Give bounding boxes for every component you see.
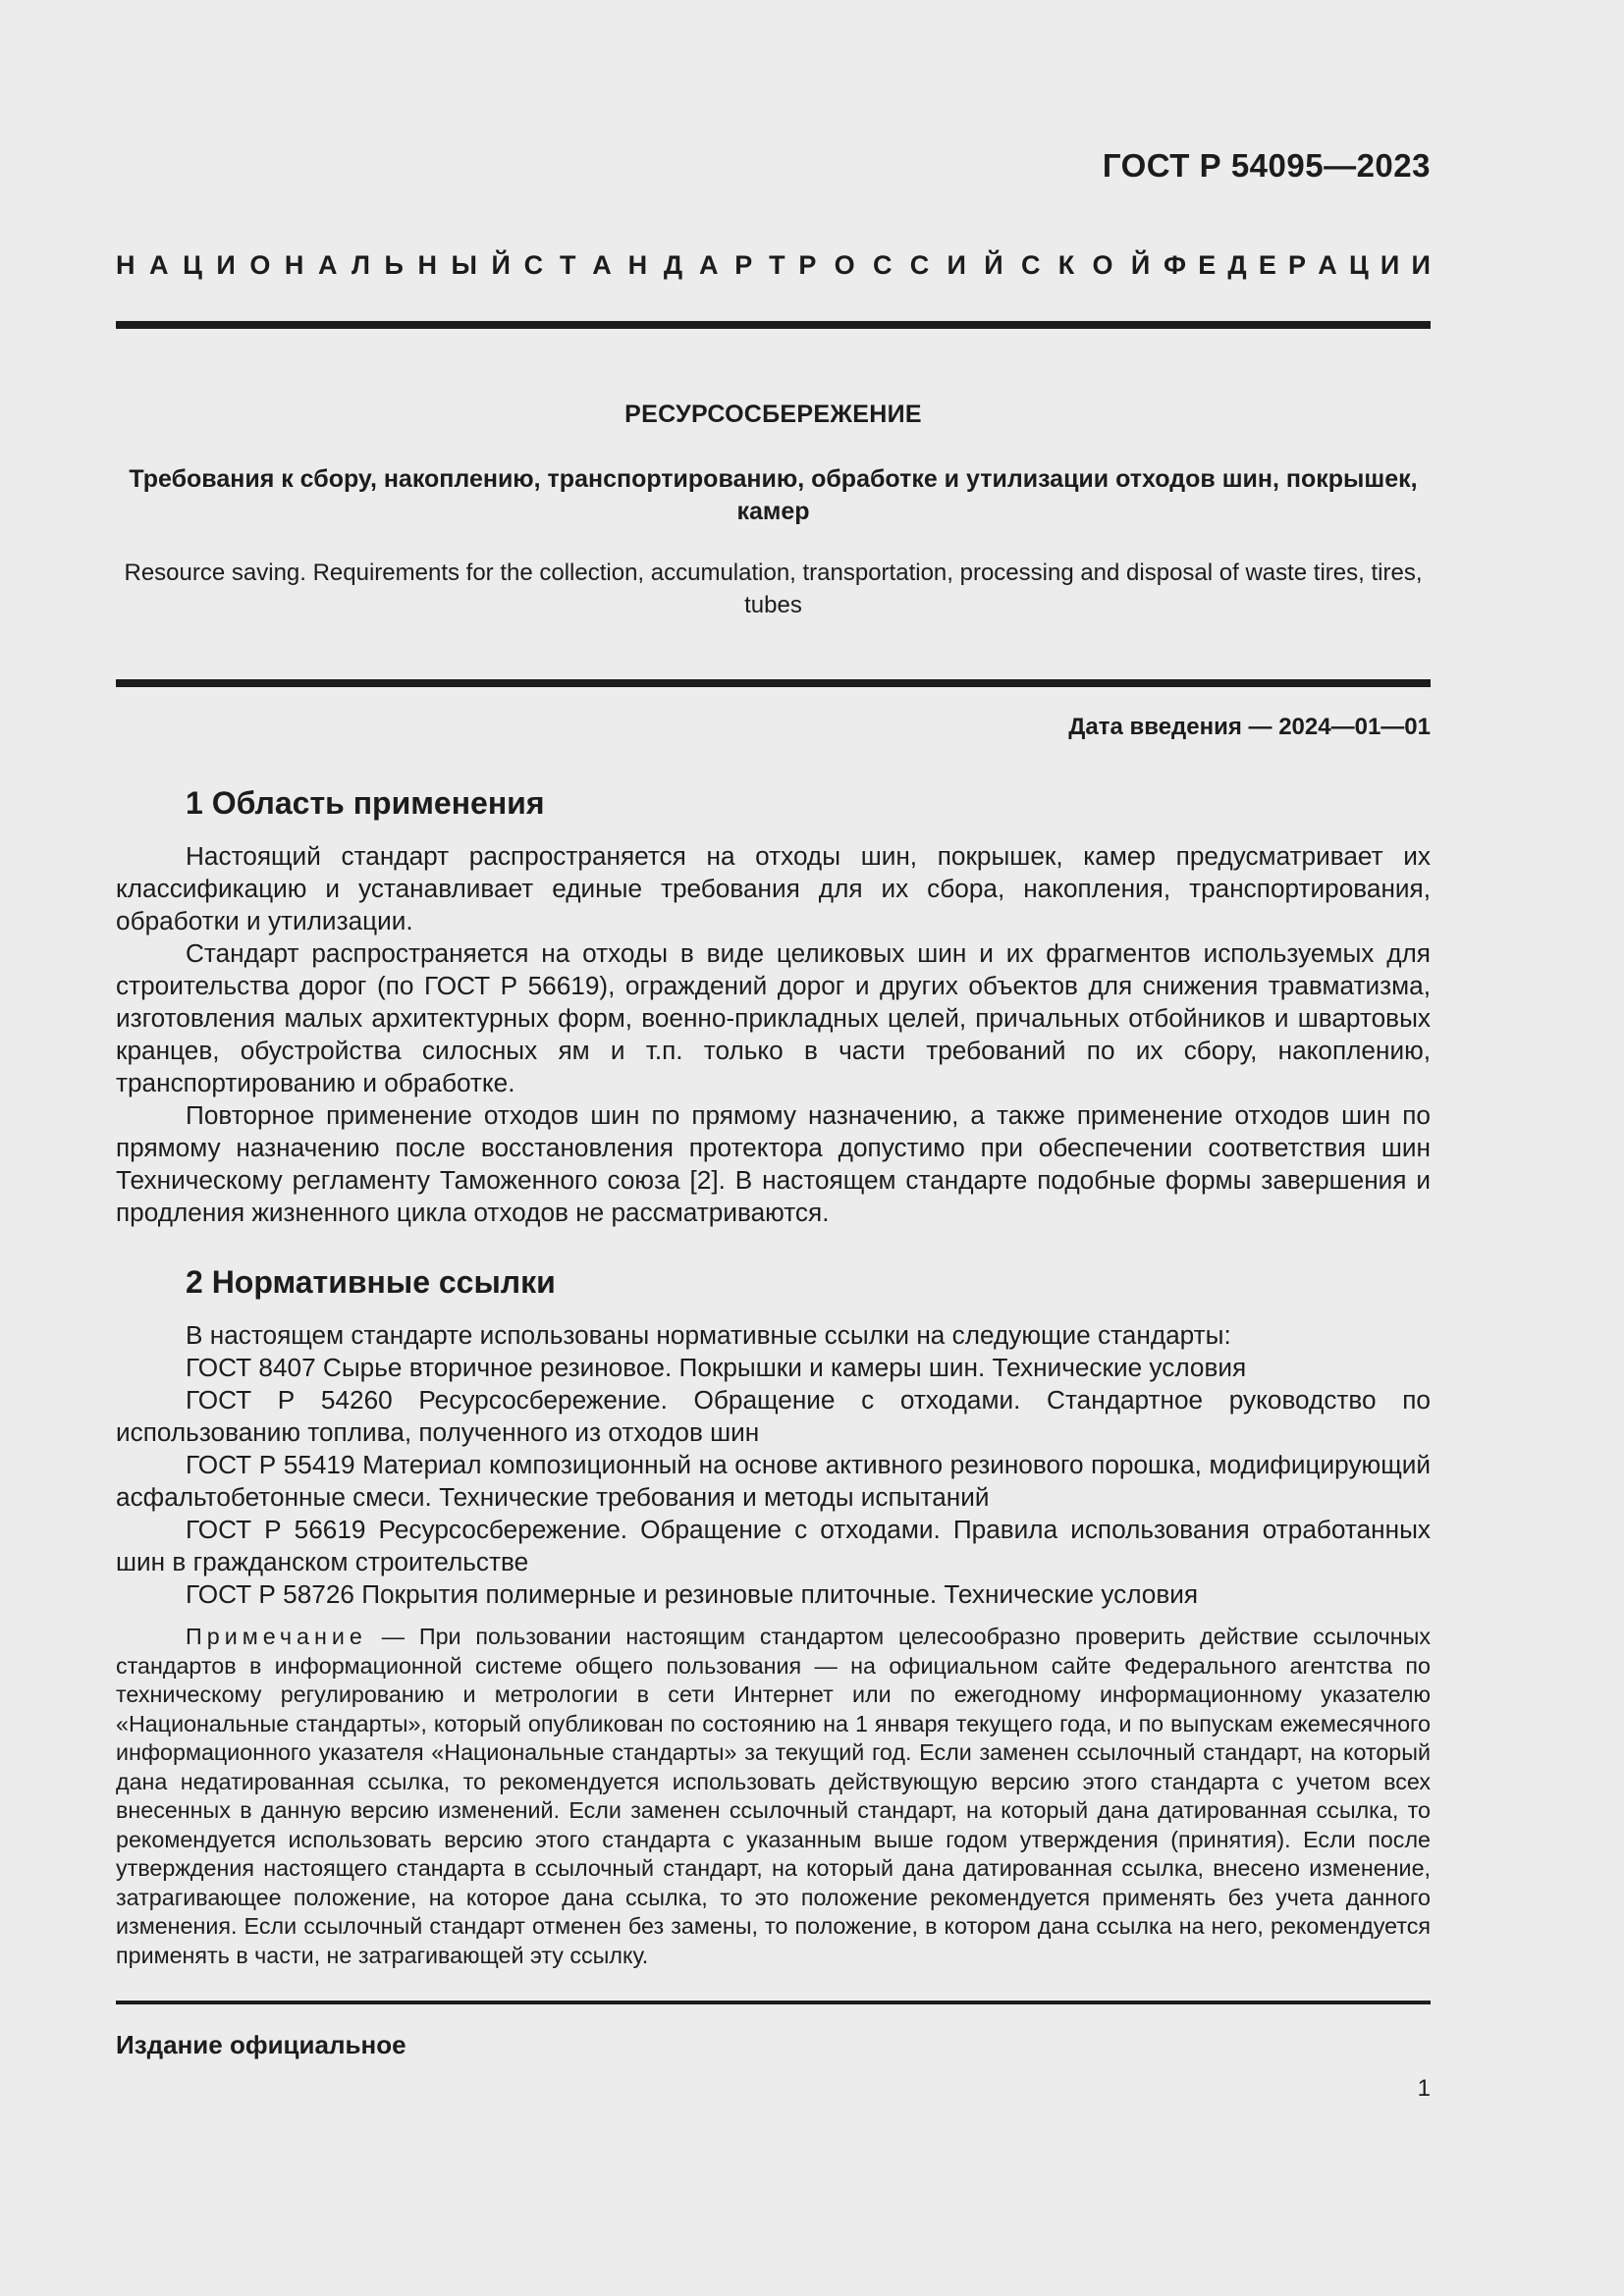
reference-item: ГОСТ Р 55419 Материал композиционный на основе активного резинового порошка, модифицирующий асфальтобетонные смеси. Технические требования и методы испытаний	[116, 1450, 1431, 1512]
section-1-heading: 1 Область применения	[186, 785, 545, 821]
official-edition-label: Издание официальное	[116, 2030, 406, 2059]
document-subtitle: Требования к сбору, накоплению, транспортированию, обработке и утилизации отходов шин, покрышек, камер	[129, 465, 1418, 525]
section-1-paragraph: Настоящий стандарт распространяется на отходы шин, покрышек, камер предусматривает их классификацию и устанавливает единые требования для их сбора, накопления, транспортирования, обработки и утилизации.	[116, 841, 1431, 935]
national-standard-word: Н А Ц И О Н А Л Ь Н Ы Й	[116, 250, 511, 280]
reference-item: ГОСТ Р 54260 Ресурсосбережение. Обращение с отходами. Стандартное руководство по использованию топлива, полученного из отходов шин	[116, 1385, 1431, 1447]
reference-item: ГОСТ Р 56619 Ресурсосбережение. Обращение с отходами. Правила использования отработанных шин в гражданском строительстве	[116, 1515, 1431, 1576]
title-divider	[116, 679, 1431, 687]
reference-item: ГОСТ Р 58726 Покрытия полимерные и резиновые плиточные. Технические условия	[186, 1579, 1199, 1609]
header-divider	[116, 321, 1431, 329]
introduction-date: Дата введения — 2024—01—01	[1068, 714, 1431, 740]
page-number: 1	[1417, 2075, 1431, 2102]
document-title: РЕСУРСОСБЕРЕЖЕНИЕ	[624, 400, 922, 428]
section-1-paragraph: Повторное применение отходов шин по прямому назначению, а также применение отходов шин по прямому назначению после восстановления протектора допустимо при обеспечении соответствия шин Техническому регламенту Таможенного союза [2]. В настоящем стандарте подобные формы завершения и продления жизненного цикла отходов не рассматриваются.	[116, 1100, 1431, 1227]
section-1-body	[116, 840, 1431, 1229]
section-2-body	[116, 1319, 1431, 1611]
note-text: — При пользовании настоящим стандартом целесообразно проверить действие ссылочных стандартов в информационной системе общего пользования — на официальном сайте Федерального агентства по техническому регулированию и метрологии в сети Интернет или по ежегодному информационному указателю «Национальные стандарты», который опубликован по состоянию на 1 января текущего года, и по выпускам ежемесячного информационного указателя «Национальные стандарты» за текущий год. Если заменен ссылочный стандарт, на который дана недатированная ссылка, то рекомендуется использовать действующую версию этого стандарта с учетом всех внесенных в данную версию изменений. Если заменен ссылочный стандарт, на который дана датированная ссылка, то рекомендуется использовать версию этого стандарта с указанным выше годом утверждения (принятия). Если после утверждения настоящего стандарта в ссылочный стандарт, на который дана датированная ссылка, внесено изменение, затрагивающее положение, на которое дана ссылка, то это положение рекомендуется применять без учета данного изменения. Если ссылочный стандарт отменен без замены, то положение, в котором дана ссылка на него, рекомендуется применять в части, не затрагивающей эту ссылку.	[116, 1624, 1431, 1968]
national-standard-word: С Т А Н Д А Р Т	[523, 250, 785, 280]
national-standard-heading	[116, 250, 1431, 281]
reference-item: ГОСТ 8407 Сырье вторичное резиновое. Покрышки и камеры шин. Технические условия	[186, 1353, 1247, 1382]
national-standard-word: Р О С С И Й С К О Й	[798, 250, 1151, 280]
section-2-heading: 2 Нормативные ссылки	[186, 1264, 556, 1300]
national-standard-word: Ф Е Д Е Р А Ц И И	[1163, 250, 1431, 280]
section-1-paragraph: Стандарт распространяется на отходы в виде целиковых шин и их фрагментов используемых для строительства дорог (по ГОСТ Р 56619), ограждений дорог и других объектов для снижения травматизма, изготовления малых архитектурных форм, военно-прикладных целей, причальных отбойников и швартовых кранцев, обустройства силосных ям и т.п. только в части требований по их сбору, накоплению, транспортированию и обработке.	[116, 938, 1431, 1097]
references-note	[116, 1623, 1431, 1970]
note-label: Примечание	[186, 1624, 367, 1649]
footer-divider	[116, 2001, 1431, 2004]
document-title-english: Resource saving. Requirements for the collection, accumulation, transportation, processing and disposal of waste tires, tires, tubes	[124, 560, 1423, 618]
document-number: ГОСТ Р 54095—2023	[1102, 147, 1431, 184]
references-intro: В настоящем стандарте использованы нормативные ссылки на следующие стандарты:	[186, 1320, 1231, 1350]
